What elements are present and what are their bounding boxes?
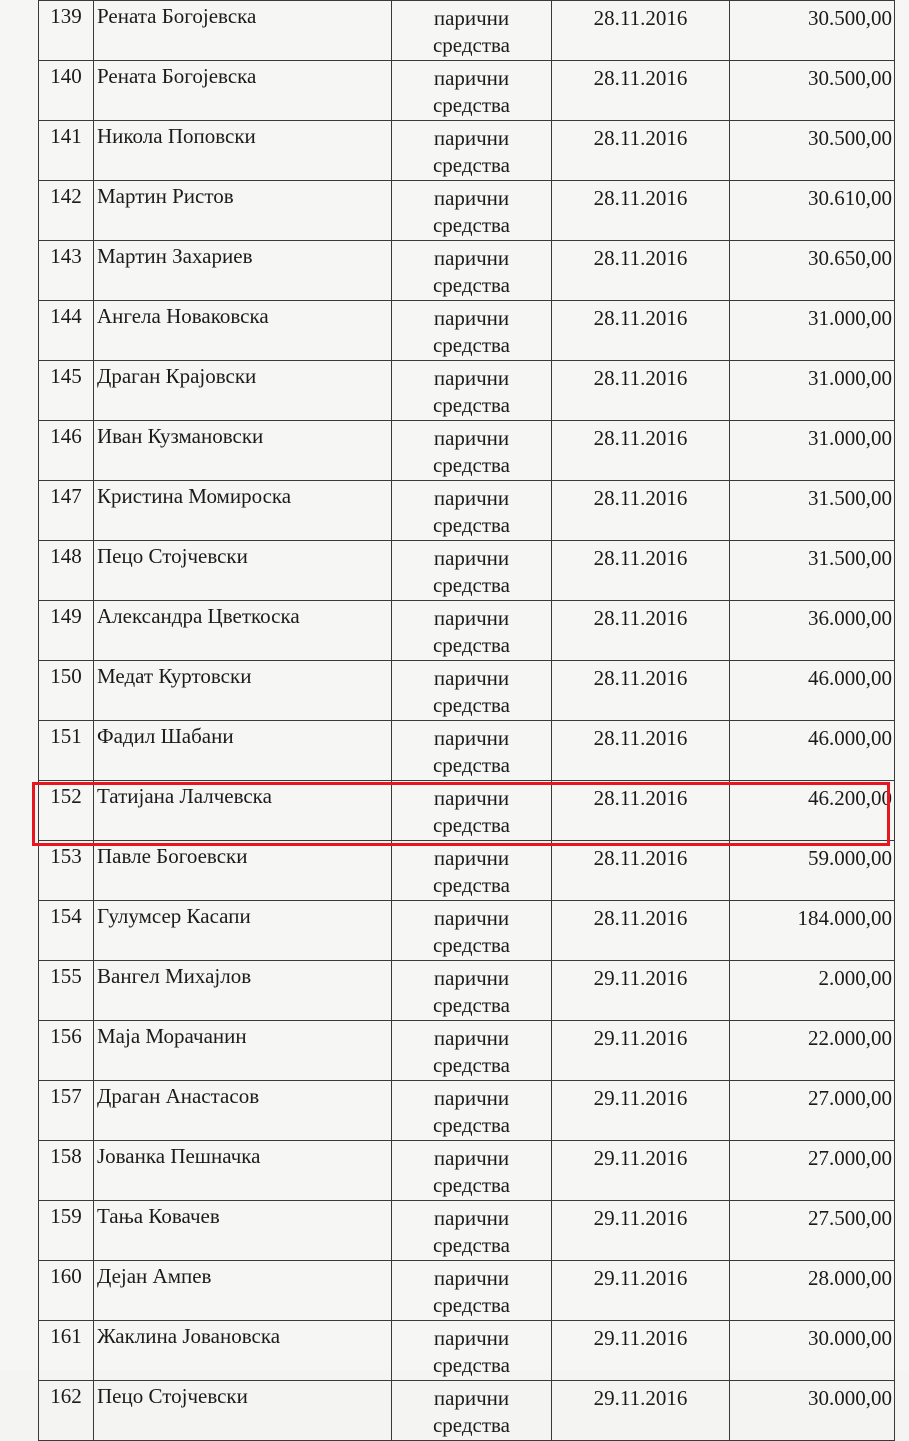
donation-date: 28.11.2016 bbox=[552, 841, 730, 901]
table-body bbox=[39, 1, 895, 1441]
table-row bbox=[39, 901, 895, 961]
donor-name: Пецо Стојчевски bbox=[94, 541, 392, 601]
donation-type-line-1: парични bbox=[433, 306, 510, 330]
donor-name: Пецо Стојчевски bbox=[94, 1381, 392, 1441]
donation-amount: 31.000,00 bbox=[730, 421, 895, 481]
row-number: 159 bbox=[39, 1201, 94, 1261]
donation-type bbox=[392, 1201, 552, 1261]
donation-amount: 36.000,00 bbox=[730, 601, 895, 661]
donation-amount: 30.000,00 bbox=[730, 1381, 895, 1441]
donation-type bbox=[392, 61, 552, 121]
donation-amount: 46.000,00 bbox=[730, 661, 895, 721]
donor-name: Александра Цветкоска bbox=[94, 601, 392, 661]
donation-type-line-1: парични bbox=[433, 186, 510, 210]
donation-type-line-1: парични bbox=[433, 1206, 510, 1230]
donation-amount: 46.000,00 bbox=[730, 721, 895, 781]
donation-type bbox=[392, 421, 552, 481]
donation-type-line-1: парични bbox=[433, 546, 510, 570]
donation-date: 29.11.2016 bbox=[552, 1021, 730, 1081]
donor-name: Фадил Шабани bbox=[94, 721, 392, 781]
donation-type bbox=[392, 181, 552, 241]
donor-name: Мартин Захариев bbox=[94, 241, 392, 301]
donation-date: 29.11.2016 bbox=[552, 1201, 730, 1261]
donation-amount: 31.500,00 bbox=[730, 541, 895, 601]
donation-type-line-2: средства bbox=[432, 573, 510, 597]
donation-type bbox=[392, 961, 552, 1021]
row-number: 154 bbox=[39, 901, 94, 961]
row-number: 149 bbox=[39, 601, 94, 661]
donation-type-line-2: средства bbox=[432, 393, 510, 417]
donation-type-line-2: средства bbox=[432, 273, 510, 297]
row-number: 142 bbox=[39, 181, 94, 241]
donation-type-line-2: средства bbox=[432, 33, 510, 57]
row-number: 161 bbox=[39, 1321, 94, 1381]
donor-name: Никола Поповски bbox=[94, 121, 392, 181]
donation-amount: 2.000,00 bbox=[730, 961, 895, 1021]
donation-type-line-1: парични bbox=[433, 246, 510, 270]
row-number: 156 bbox=[39, 1021, 94, 1081]
donation-date: 29.11.2016 bbox=[552, 1321, 730, 1381]
donation-date: 28.11.2016 bbox=[552, 1, 730, 61]
donation-type bbox=[392, 1321, 552, 1381]
donation-date: 28.11.2016 bbox=[552, 901, 730, 961]
donation-type-line-1: парични bbox=[433, 1086, 510, 1110]
donation-type-line-1: парични bbox=[433, 366, 510, 390]
donation-amount: 46.200,00 bbox=[730, 781, 895, 841]
donation-type-line-2: средства bbox=[432, 1353, 510, 1377]
table-row bbox=[39, 1081, 895, 1141]
table-row bbox=[39, 361, 895, 421]
table-row bbox=[39, 1, 895, 61]
donation-type-line-1: парични bbox=[433, 1146, 510, 1170]
table-row bbox=[39, 181, 895, 241]
donation-type bbox=[392, 1081, 552, 1141]
donor-name: Медат Куртовски bbox=[94, 661, 392, 721]
table-row bbox=[39, 481, 895, 541]
donation-date: 28.11.2016 bbox=[552, 61, 730, 121]
table-row bbox=[39, 241, 895, 301]
donation-type-line-1: парични bbox=[433, 966, 510, 990]
donation-amount: 27.500,00 bbox=[730, 1201, 895, 1261]
row-number: 152 bbox=[39, 781, 94, 841]
row-number: 148 bbox=[39, 541, 94, 601]
donation-date: 29.11.2016 bbox=[552, 961, 730, 1021]
donation-date: 28.11.2016 bbox=[552, 421, 730, 481]
donation-type-line-2: средства bbox=[432, 213, 510, 237]
donation-type-line-1: парични bbox=[433, 426, 510, 450]
donor-name: Јованка Пешначка bbox=[94, 1141, 392, 1201]
donor-name: Иван Кузмановски bbox=[94, 421, 392, 481]
donation-type bbox=[392, 1261, 552, 1321]
row-number: 139 bbox=[39, 1, 94, 61]
donation-type-line-1: парични bbox=[433, 1266, 510, 1290]
donation-type-line-1: парични bbox=[433, 1026, 510, 1050]
row-number: 141 bbox=[39, 121, 94, 181]
donor-name: Рената Богојевска bbox=[94, 61, 392, 121]
donation-type bbox=[392, 601, 552, 661]
donation-date: 28.11.2016 bbox=[552, 181, 730, 241]
donation-date: 29.11.2016 bbox=[552, 1081, 730, 1141]
donation-type bbox=[392, 1, 552, 61]
donation-amount: 28.000,00 bbox=[730, 1261, 895, 1321]
donation-date: 28.11.2016 bbox=[552, 121, 730, 181]
donation-type-line-1: парични bbox=[433, 906, 510, 930]
donation-type-line-2: средства bbox=[432, 1173, 510, 1197]
donor-name: Маја Морачанин bbox=[94, 1021, 392, 1081]
donation-amount: 30.000,00 bbox=[730, 1321, 895, 1381]
donation-type-line-1: парични bbox=[433, 606, 510, 630]
donation-type-line-2: средства bbox=[432, 1113, 510, 1137]
donation-type-line-2: средства bbox=[432, 93, 510, 117]
donation-type-line-2: средства bbox=[432, 993, 510, 1017]
row-number: 157 bbox=[39, 1081, 94, 1141]
donation-type-line-2: средства bbox=[432, 153, 510, 177]
donation-type-line-1: парични bbox=[433, 1326, 510, 1350]
donation-type-line-1: парични bbox=[433, 846, 510, 870]
row-number: 150 bbox=[39, 661, 94, 721]
row-number: 147 bbox=[39, 481, 94, 541]
table-row bbox=[39, 1381, 895, 1441]
row-number: 153 bbox=[39, 841, 94, 901]
donation-amount: 59.000,00 bbox=[730, 841, 895, 901]
row-number: 162 bbox=[39, 1381, 94, 1441]
donation-type-line-2: средства bbox=[432, 1053, 510, 1077]
donation-type-line-2: средства bbox=[432, 333, 510, 357]
donation-type-line-2: средства bbox=[432, 873, 510, 897]
donation-type-line-1: парични bbox=[433, 786, 510, 810]
donation-type-line-2: средства bbox=[432, 1413, 510, 1437]
row-number: 155 bbox=[39, 961, 94, 1021]
donor-name: Гулумсер Касапи bbox=[94, 901, 392, 961]
row-number: 146 bbox=[39, 421, 94, 481]
donation-date: 28.11.2016 bbox=[552, 601, 730, 661]
donation-date: 29.11.2016 bbox=[552, 1261, 730, 1321]
donation-type bbox=[392, 901, 552, 961]
table-row bbox=[39, 601, 895, 661]
table-row bbox=[39, 121, 895, 181]
donor-name: Рената Богојевска bbox=[94, 1, 392, 61]
donation-date: 29.11.2016 bbox=[552, 1141, 730, 1201]
donation-type-line-1: парични bbox=[433, 486, 510, 510]
table-row bbox=[39, 1261, 895, 1321]
donation-date: 28.11.2016 bbox=[552, 481, 730, 541]
donor-name: Драган Крајовски bbox=[94, 361, 392, 421]
donation-date: 28.11.2016 bbox=[552, 241, 730, 301]
donation-type bbox=[392, 301, 552, 361]
donation-type bbox=[392, 661, 552, 721]
table-row bbox=[39, 1321, 895, 1381]
donor-name: Ангела Новаковска bbox=[94, 301, 392, 361]
row-number: 140 bbox=[39, 61, 94, 121]
donation-type-line-2: средства bbox=[432, 1293, 510, 1317]
table-row bbox=[39, 841, 895, 901]
table-row bbox=[39, 421, 895, 481]
table-row bbox=[39, 301, 895, 361]
donation-date: 28.11.2016 bbox=[552, 721, 730, 781]
donation-type-line-1: парични bbox=[433, 66, 510, 90]
donation-type bbox=[392, 121, 552, 181]
donor-name: Тања Ковачев bbox=[94, 1201, 392, 1261]
donation-date: 28.11.2016 bbox=[552, 541, 730, 601]
donation-date: 28.11.2016 bbox=[552, 301, 730, 361]
donation-type-line-1: парични bbox=[433, 6, 510, 30]
donation-type bbox=[392, 721, 552, 781]
donation-type-line-2: средства bbox=[432, 813, 510, 837]
donations-table bbox=[38, 0, 895, 1441]
donor-name: Мартин Ристов bbox=[94, 181, 392, 241]
donation-amount: 30.610,00 bbox=[730, 181, 895, 241]
table-row bbox=[39, 961, 895, 1021]
table-row bbox=[39, 541, 895, 601]
donation-type-line-2: средства bbox=[432, 633, 510, 657]
donation-type bbox=[392, 841, 552, 901]
donation-type-line-2: средства bbox=[432, 753, 510, 777]
donor-name: Павле Богоевски bbox=[94, 841, 392, 901]
donation-amount: 30.650,00 bbox=[730, 241, 895, 301]
donation-type-line-1: парични bbox=[433, 1386, 510, 1410]
donation-amount: 27.000,00 bbox=[730, 1081, 895, 1141]
donation-type bbox=[392, 1021, 552, 1081]
donation-date: 28.11.2016 bbox=[552, 361, 730, 421]
donor-name: Вангел Михајлов bbox=[94, 961, 392, 1021]
donation-date: 29.11.2016 bbox=[552, 1381, 730, 1441]
donation-type bbox=[392, 541, 552, 601]
row-number: 145 bbox=[39, 361, 94, 421]
donation-type bbox=[392, 361, 552, 421]
donation-type bbox=[392, 241, 552, 301]
donation-amount: 31.000,00 bbox=[730, 361, 895, 421]
donation-type-line-2: средства bbox=[432, 693, 510, 717]
donation-amount: 30.500,00 bbox=[730, 61, 895, 121]
donation-date: 28.11.2016 bbox=[552, 781, 730, 841]
table-row bbox=[39, 61, 895, 121]
row-number: 143 bbox=[39, 241, 94, 301]
donation-type-line-2: средства bbox=[432, 453, 510, 477]
donation-type-line-1: парични bbox=[433, 126, 510, 150]
table-row bbox=[39, 1141, 895, 1201]
donation-type bbox=[392, 781, 552, 841]
donor-name: Кристина Момироска bbox=[94, 481, 392, 541]
donation-amount: 31.500,00 bbox=[730, 481, 895, 541]
donation-type bbox=[392, 1381, 552, 1441]
donation-amount: 30.500,00 bbox=[730, 121, 895, 181]
row-number: 151 bbox=[39, 721, 94, 781]
donation-amount: 22.000,00 bbox=[730, 1021, 895, 1081]
donation-amount: 27.000,00 bbox=[730, 1141, 895, 1201]
donation-type-line-2: средства bbox=[432, 513, 510, 537]
donor-name: Татијана Лалчевска bbox=[94, 781, 392, 841]
donation-type-line-1: парични bbox=[433, 666, 510, 690]
donor-name: Жаклина Јовановска bbox=[94, 1321, 392, 1381]
donation-type bbox=[392, 1141, 552, 1201]
row-number: 158 bbox=[39, 1141, 94, 1201]
table-row bbox=[39, 721, 895, 781]
table-row bbox=[39, 1201, 895, 1261]
row-number: 144 bbox=[39, 301, 94, 361]
donation-type-line-2: средства bbox=[432, 1233, 510, 1257]
donation-type-line-1: парични bbox=[433, 726, 510, 750]
donor-name: Дејан Ампев bbox=[94, 1261, 392, 1321]
donation-amount: 30.500,00 bbox=[730, 1, 895, 61]
donation-type bbox=[392, 481, 552, 541]
table-row bbox=[39, 661, 895, 721]
donation-type-line-2: средства bbox=[432, 933, 510, 957]
donation-amount: 184.000,00 bbox=[730, 901, 895, 961]
donor-name: Драган Анастасов bbox=[94, 1081, 392, 1141]
table-row bbox=[39, 781, 895, 841]
table-row bbox=[39, 1021, 895, 1081]
donation-date: 28.11.2016 bbox=[552, 661, 730, 721]
donation-amount: 31.000,00 bbox=[730, 301, 895, 361]
row-number: 160 bbox=[39, 1261, 94, 1321]
